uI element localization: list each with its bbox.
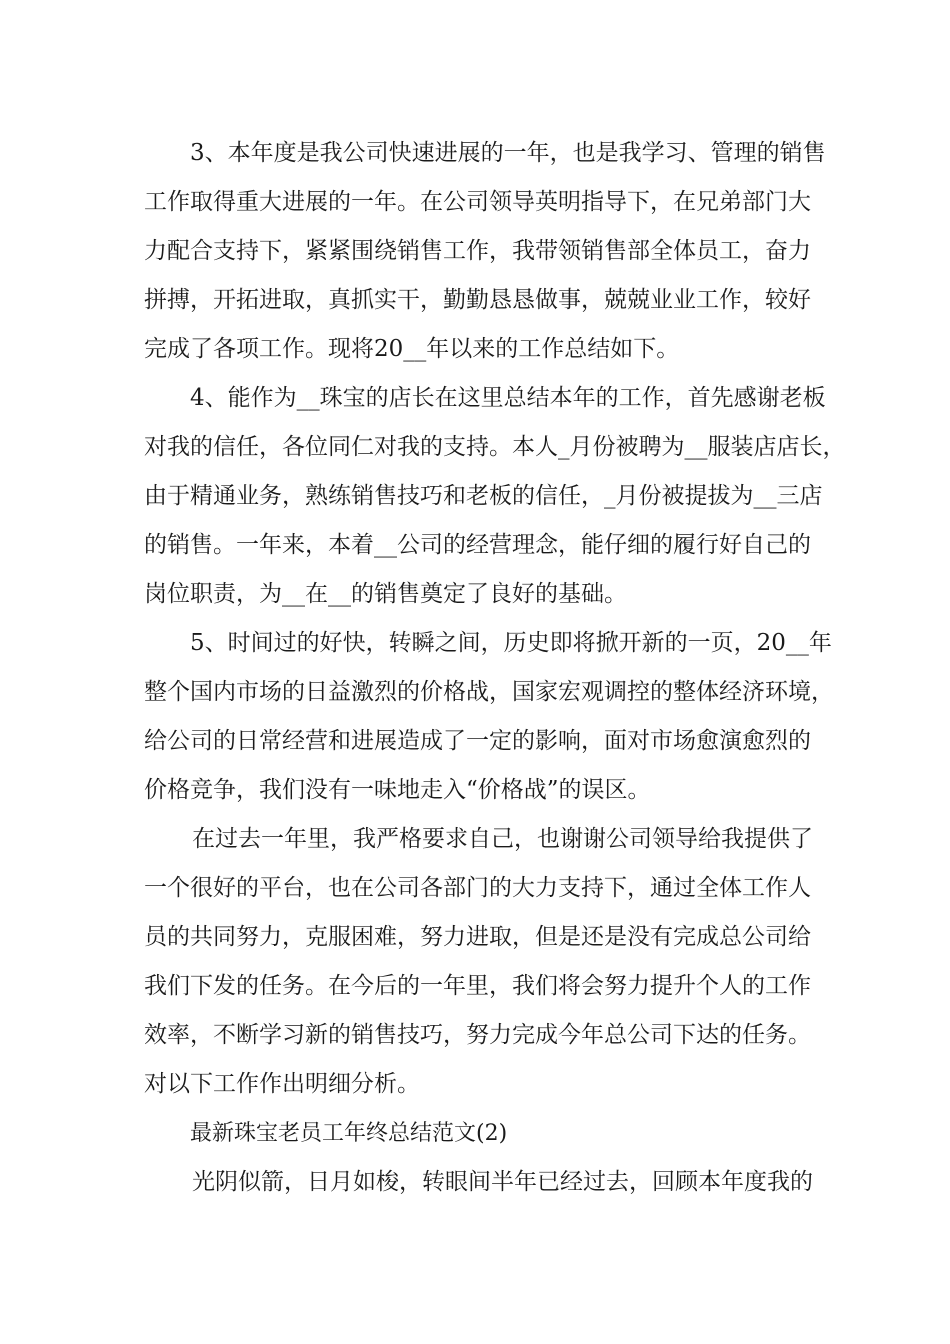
paragraph-line: 完成了各项工作。现将20__年以来的工作总结如下。 — [144, 336, 680, 362]
paragraph-line: 的销售。一年来，本着__公司的经营理念，能仔细的履行好自己的 — [144, 532, 811, 558]
paragraph-5 — [144, 619, 834, 815]
paragraph-6 — [144, 815, 812, 1109]
paragraph-line: 一个很好的平台，也在公司各部门的大力支持下，通过全体工作人 — [144, 875, 811, 901]
paragraph-line: 拼搏，开拓进取，真抓实干，勤勤恳恳做事，兢兢业业工作，较好 — [144, 287, 811, 313]
paragraph-line: 员的共同努力，克服困难，努力进取，但是还是没有完成总公司给 — [144, 924, 811, 950]
paragraph-line: 力配合支持下，紧紧围绕销售工作，我带领销售部全体员工，奋力 — [144, 238, 811, 264]
paragraph-3 — [144, 129, 826, 374]
paragraph-line: 给公司的日常经营和进展造成了一定的影响，面对市场愈演愈烈的 — [144, 728, 811, 754]
paragraph-4 — [144, 374, 846, 619]
paragraph-line: 5、时间过的好快，转瞬之间，历史即将掀开新的一页，20__年 — [190, 630, 832, 656]
paragraph-line: 效率，不断学习新的销售技巧，努力完成今年总公司下达的任务。 — [144, 1022, 811, 1048]
paragraph-line: 工作取得重大进展的一年。在公司领导英明指导下，在兄弟部门大 — [144, 189, 811, 215]
paragraph-line: 我们下发的任务。在今后的一年里，我们将会努力提升个人的工作 — [144, 973, 811, 999]
paragraph-line: 在过去一年里，我严格要求自己，也谢谢公司领导给我提供了 — [192, 826, 813, 852]
paragraph-line: 岗位职责，为__在__的销售奠定了良好的基础。 — [144, 581, 627, 607]
paragraph-line: 对我的信任，各位同仁对我的支持。本人_月份被聘为__服装店店长， — [144, 434, 846, 460]
paragraph-line: 整个国内市场的日益激烈的价格战，国家宏观调控的整体经济环境， — [144, 679, 834, 705]
paragraph-line: 4、能作为__珠宝的店长在这里总结本年的工作，首先感谢老板 — [190, 385, 826, 411]
paragraph-line: 光阴似箭，日月如梭，转眼间半年已经过去，回顾本年度我的 — [192, 1169, 813, 1195]
paragraph-line: 价格竞争，我们没有一味地走入“价格战”的误区。 — [144, 777, 651, 803]
section-title: 最新珠宝老员工年终总结范文(2) — [190, 1121, 508, 1146]
paragraph-line: 3、本年度是我公司快速进展的一年，也是我学习、管理的销售 — [190, 140, 826, 166]
document-body — [144, 129, 846, 1207]
paragraph-line: 对以下工作作出明细分析。 — [144, 1071, 420, 1097]
paragraph-line: 由于精通业务，熟练销售技巧和老板的信任，_月份被提拔为__三店 — [144, 483, 823, 509]
